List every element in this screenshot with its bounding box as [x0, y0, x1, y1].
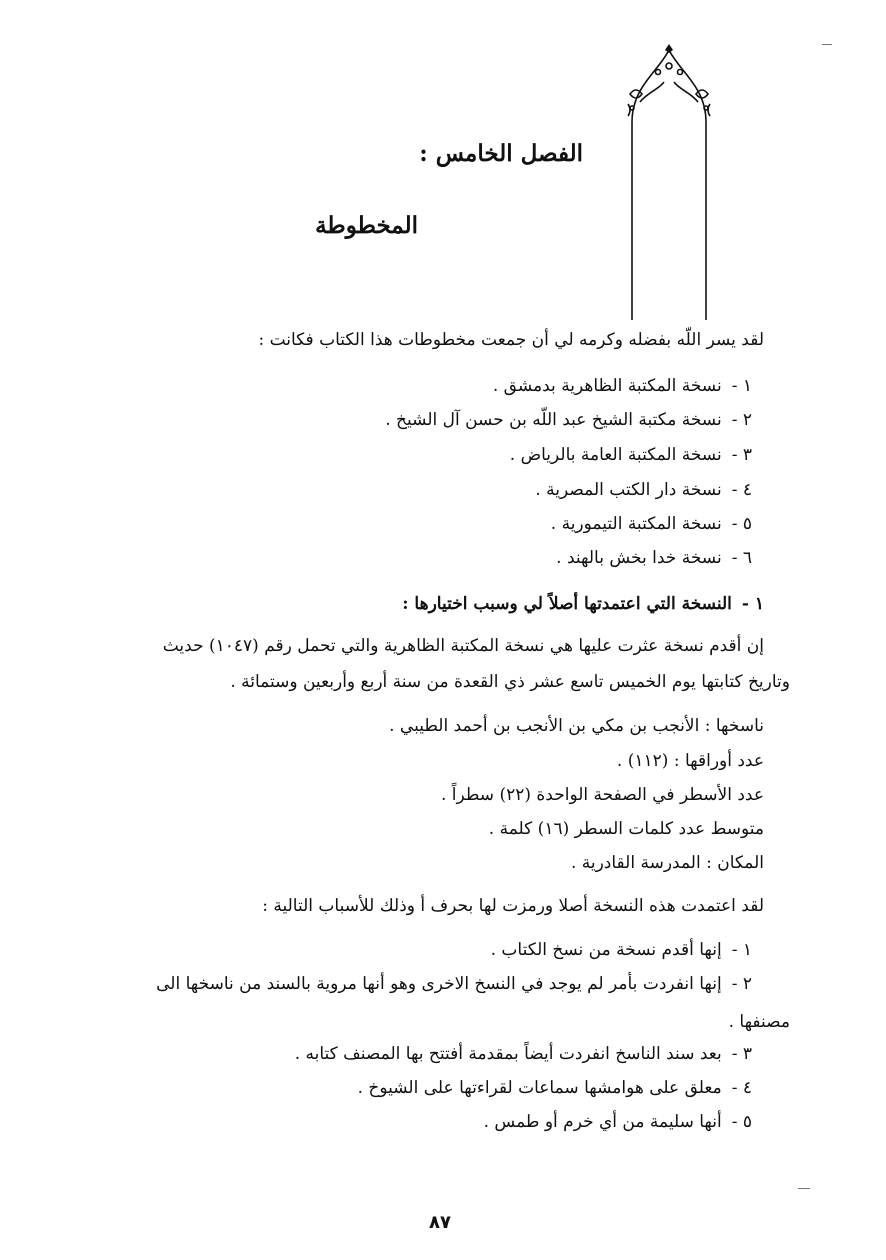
- list-item-number: ٢ -: [731, 410, 752, 430]
- intro-line: لقد يسر اللّه بفضله وكرمه لي أن جمعت مخطوطات هذا الكتاب فكانت :: [258, 330, 764, 350]
- list-item-text: نسخة المكتبة الظاهرية بدمشق .: [492, 376, 722, 396]
- page-title: المخطوطة: [315, 212, 418, 239]
- detail-line: عدد أوراقها : (١١٢) .: [616, 751, 764, 771]
- list-item: [510, 443, 752, 467]
- detail-line: ناسخها : الأنجب بن مكي بن الأنجب بن أحمد الطيبي .: [389, 716, 764, 736]
- list-item: [484, 1110, 752, 1134]
- list-item: [358, 1076, 752, 1100]
- list-item-text: نسخة المكتبة التيمورية .: [550, 514, 722, 534]
- reasons-intro: لقد اعتمدت هذه النسخة أصلا ورمزت لها بحرف أ وذلك للأسباب التالية :: [262, 896, 764, 916]
- list-item-text: بعد سند الناسخ انفردت أيضاً بمقدمة أفتتح بها المصنف كتابه .: [294, 1044, 722, 1064]
- list-item-number: ١ -: [731, 376, 752, 396]
- list-item-text: أنها سليمة من أي خرم أو طمس .: [483, 1112, 722, 1132]
- list-item: [535, 478, 752, 502]
- section-heading: [402, 592, 764, 616]
- list-item-number: ٦ -: [731, 548, 752, 568]
- page-number: ٨٧: [429, 1212, 451, 1233]
- list-item-number: ٥ -: [731, 1112, 752, 1132]
- list-item-text: إنها انفردت بأمر لم يوجد في النسخ الاخرى وهو أنها مروية بالسند من ناسخها الى: [156, 974, 722, 994]
- chapter-heading: الفصل الخامس :: [419, 140, 583, 167]
- list-item-text: معلق على هوامشها سماعات لقراءتها على الشيوخ .: [357, 1078, 722, 1098]
- list-item-number: ٢ -: [731, 974, 752, 994]
- list-item: [385, 408, 752, 432]
- arch-ornament-icon: [618, 42, 728, 322]
- list-item-text: نسخة دار الكتب المصرية .: [535, 480, 722, 500]
- list-item: [551, 512, 752, 536]
- list-item-text: نسخة مكتبة الشيخ عبد اللّه بن حسن آل الشيخ .: [385, 410, 722, 430]
- list-item: [556, 546, 752, 570]
- detail-line: متوسط عدد كلمات السطر (١٦) كلمة .: [488, 819, 764, 839]
- section-number: ١ -: [741, 594, 764, 614]
- list-item-text: إنها أقدم نسخة من نسخ الكتاب .: [490, 940, 722, 960]
- paragraph-line: إن أقدم نسخة عثرت عليها هي نسخة المكتبة الظاهرية والتي تحمل رقم (١٠٤٧) حديث: [162, 636, 764, 656]
- list-item: [156, 972, 752, 996]
- edge-mark: [822, 44, 832, 45]
- detail-line: المكان : المدرسة القادرية .: [570, 853, 764, 873]
- detail-line: عدد الأسطر في الصفحة الواحدة (٢٢) سطراً .: [440, 785, 764, 805]
- list-item-number: ٤ -: [731, 480, 752, 500]
- list-item-continuation: مصنفها .: [728, 1012, 790, 1032]
- list-item: [295, 1042, 752, 1066]
- section-title: النسخة التي اعتمدتها أصلاً لي وسبب اختيارها :: [402, 594, 732, 614]
- list-item-number: ١ -: [731, 940, 752, 960]
- list-item-number: ٣ -: [731, 445, 752, 465]
- list-item-number: ٥ -: [731, 514, 752, 534]
- list-item: [491, 938, 752, 962]
- list-item-number: ٤ -: [731, 1078, 752, 1098]
- list-item-text: نسخة المكتبة العامة بالرياض .: [509, 445, 722, 465]
- list-item-number: ٣ -: [731, 1044, 752, 1064]
- list-item-text: نسخة خدا بخش بالهند .: [556, 548, 722, 568]
- list-item: [493, 374, 752, 398]
- edge-mark: [798, 1188, 810, 1189]
- paragraph-line: وتاريخ كتابتها يوم الخميس تاسع عشر ذي القعدة من سنة أربع وأربعين وستمائة .: [230, 672, 790, 692]
